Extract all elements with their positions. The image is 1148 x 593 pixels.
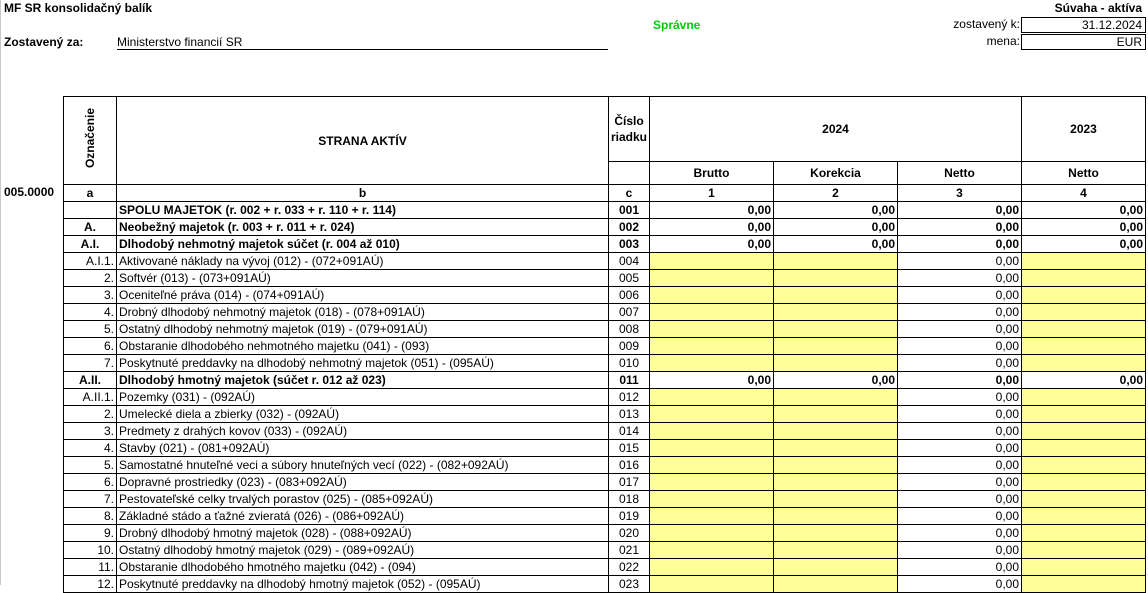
netto-cell: 0,00 bbox=[898, 389, 1022, 406]
table-row bbox=[64, 525, 1146, 542]
brutto-cell[interactable] bbox=[650, 287, 774, 304]
brutto-cell: 0,00 bbox=[650, 372, 774, 389]
row-number: 017 bbox=[609, 474, 650, 491]
table-row bbox=[64, 440, 1146, 457]
brutto-cell[interactable] bbox=[650, 491, 774, 508]
row-description: Softvér (013) - (073+091AÚ) bbox=[117, 270, 609, 287]
brutto-cell[interactable] bbox=[650, 270, 774, 287]
row-description: Pestovateľské celky trvalých porastov (025) - (085+092AÚ) bbox=[117, 491, 609, 508]
table-row bbox=[64, 406, 1146, 423]
row-number: 020 bbox=[609, 525, 650, 542]
row-number: 013 bbox=[609, 406, 650, 423]
row-number: 004 bbox=[609, 253, 650, 270]
col-netto: Netto bbox=[898, 162, 1022, 185]
row-designation: 6. bbox=[64, 338, 117, 355]
row-number: 008 bbox=[609, 321, 650, 338]
table-row bbox=[64, 236, 1146, 253]
balance-sheet-table bbox=[63, 96, 1146, 593]
brutto-cell[interactable] bbox=[650, 253, 774, 270]
korekcia-cell[interactable] bbox=[774, 304, 898, 321]
table-row bbox=[64, 321, 1146, 338]
table-row bbox=[64, 491, 1146, 508]
row-number: 015 bbox=[609, 440, 650, 457]
brutto-cell[interactable] bbox=[650, 321, 774, 338]
korekcia-cell[interactable] bbox=[774, 457, 898, 474]
idx-b: b bbox=[117, 185, 609, 202]
brutto-cell[interactable] bbox=[650, 474, 774, 491]
netto-prev-cell: 0,00 bbox=[1022, 202, 1146, 219]
netto-prev-cell[interactable] bbox=[1022, 457, 1146, 474]
col-korekcia: Korekcia bbox=[774, 162, 898, 185]
currency-field[interactable] bbox=[1021, 34, 1146, 50]
netto-cell: 0,00 bbox=[898, 304, 1022, 321]
row-designation: 7. bbox=[64, 491, 117, 508]
row-number: 012 bbox=[609, 389, 650, 406]
col-designation: Označenie bbox=[64, 97, 117, 185]
row-number: 002 bbox=[609, 219, 650, 236]
netto-cell: 0,00 bbox=[898, 440, 1022, 457]
row-designation: A.I. bbox=[64, 236, 117, 253]
table-row bbox=[64, 576, 1146, 593]
row-designation: 2. bbox=[64, 270, 117, 287]
brutto-cell[interactable] bbox=[650, 304, 774, 321]
row-number: 021 bbox=[609, 542, 650, 559]
brutto-cell: 0,00 bbox=[650, 236, 774, 253]
netto-cell: 0,00 bbox=[898, 542, 1022, 559]
netto-cell: 0,00 bbox=[898, 202, 1022, 219]
row-number: 016 bbox=[609, 457, 650, 474]
brutto-cell[interactable] bbox=[650, 542, 774, 559]
netto-cell: 0,00 bbox=[898, 287, 1022, 304]
netto-prev-cell[interactable] bbox=[1022, 440, 1146, 457]
korekcia-cell[interactable] bbox=[774, 491, 898, 508]
row-designation: 12. bbox=[64, 576, 117, 593]
row-description: Základné stádo a ťažné zvieratá (026) - (086+092AÚ) bbox=[117, 508, 609, 525]
sheet-left-border bbox=[0, 0, 1, 585]
row-description: Ostatný dlhodobý nehmotný majetok (019) - (079+091AÚ) bbox=[117, 321, 609, 338]
validation-status: Správne bbox=[653, 18, 701, 32]
netto-cell: 0,00 bbox=[898, 355, 1022, 372]
row-description: Dopravné prostriedky (023) - (083+092AÚ) bbox=[117, 474, 609, 491]
netto-cell: 0,00 bbox=[898, 338, 1022, 355]
netto-prev-cell: 0,00 bbox=[1022, 219, 1146, 236]
compiled-at-label: zostavený k: bbox=[953, 17, 1020, 31]
row-description: Drobný dlhodobý nehmotný majetok (018) - (078+091AÚ) bbox=[117, 304, 609, 321]
idx-4: 4 bbox=[1022, 185, 1146, 202]
netto-prev-cell[interactable] bbox=[1022, 355, 1146, 372]
table-row bbox=[64, 423, 1146, 440]
idx-3: 3 bbox=[898, 185, 1022, 202]
netto-cell: 0,00 bbox=[898, 525, 1022, 542]
row-number: 014 bbox=[609, 423, 650, 440]
korekcia-cell[interactable] bbox=[774, 270, 898, 287]
row-designation: A. bbox=[64, 219, 117, 236]
row-description: Poskytnuté preddavky na dlhodobý nehmotný majetok (051) - (095AÚ) bbox=[117, 355, 609, 372]
table-row bbox=[64, 338, 1146, 355]
idx-a: a bbox=[64, 185, 117, 202]
row-description: Obstaranie dlhodobého hmotného majetku (042) - (094) bbox=[117, 559, 609, 576]
netto-prev-cell[interactable] bbox=[1022, 559, 1146, 576]
row-description: Umelecké diela a zbierky (032) - (092AÚ) bbox=[117, 406, 609, 423]
row-designation: 10. bbox=[64, 542, 117, 559]
korekcia-cell[interactable] bbox=[774, 559, 898, 576]
table-row bbox=[64, 474, 1146, 491]
korekcia-cell[interactable] bbox=[774, 440, 898, 457]
netto-cell: 0,00 bbox=[898, 423, 1022, 440]
row-designation: 6. bbox=[64, 474, 117, 491]
col-netto-prev: Netto bbox=[1022, 162, 1146, 185]
row-designation: 11. bbox=[64, 559, 117, 576]
row-designation bbox=[64, 202, 117, 219]
netto-prev-cell[interactable] bbox=[1022, 508, 1146, 525]
korekcia-cell: 0,00 bbox=[774, 202, 898, 219]
netto-cell: 0,00 bbox=[898, 406, 1022, 423]
netto-prev-cell[interactable] bbox=[1022, 338, 1146, 355]
table-row bbox=[64, 389, 1146, 406]
row-description: Stavby (021) - (081+092AÚ) bbox=[117, 440, 609, 457]
table-row bbox=[64, 253, 1146, 270]
korekcia-cell: 0,00 bbox=[774, 372, 898, 389]
col-row-no-cont bbox=[609, 162, 650, 185]
compiled-for-field[interactable] bbox=[117, 35, 608, 50]
row-designation: 3. bbox=[64, 287, 117, 304]
netto-prev-cell[interactable] bbox=[1022, 270, 1146, 287]
netto-prev-cell[interactable] bbox=[1022, 474, 1146, 491]
row-description: Oceniteľné práva (014) - (074+091AÚ) bbox=[117, 287, 609, 304]
col-brutto: Brutto bbox=[650, 162, 774, 185]
korekcia-cell[interactable] bbox=[774, 321, 898, 338]
report-title: Súvaha - aktíva bbox=[1054, 1, 1142, 15]
brutto-cell[interactable] bbox=[650, 559, 774, 576]
netto-prev-cell[interactable] bbox=[1022, 491, 1146, 508]
korekcia-cell[interactable] bbox=[774, 287, 898, 304]
row-designation: 2. bbox=[64, 406, 117, 423]
row-description: Pozemky (031) - (092AÚ) bbox=[117, 389, 609, 406]
table-row bbox=[64, 508, 1146, 525]
compiled-at-value: 31.12.2024 bbox=[1081, 18, 1142, 32]
netto-cell: 0,00 bbox=[898, 491, 1022, 508]
row-description: Dlhodobý nehmotný majetok súčet (r. 004 až 010) bbox=[117, 236, 609, 253]
netto-prev-cell[interactable] bbox=[1022, 525, 1146, 542]
row-designation: A.II. bbox=[64, 372, 117, 389]
korekcia-cell[interactable] bbox=[774, 542, 898, 559]
korekcia-cell[interactable] bbox=[774, 525, 898, 542]
table-row bbox=[64, 287, 1146, 304]
table-row bbox=[64, 355, 1146, 372]
row-description: Dlhodobý hmotný majetok (súčet r. 012 až 023) bbox=[117, 372, 609, 389]
col-row-no: Číslo riadku bbox=[609, 97, 650, 162]
row-designation: 9. bbox=[64, 525, 117, 542]
compiled-for-label: Zostavený za: bbox=[4, 35, 84, 49]
table-row bbox=[64, 202, 1146, 219]
netto-cell: 0,00 bbox=[898, 270, 1022, 287]
row-designation: 5. bbox=[64, 321, 117, 338]
brutto-cell[interactable] bbox=[650, 440, 774, 457]
row-designation: 4. bbox=[64, 440, 117, 457]
brutto-cell[interactable] bbox=[650, 338, 774, 355]
row-designation: 8. bbox=[64, 508, 117, 525]
netto-cell: 0,00 bbox=[898, 236, 1022, 253]
row-description: Aktivované náklady na vývoj (012) - (072+091AÚ) bbox=[117, 253, 609, 270]
netto-cell: 0,00 bbox=[898, 372, 1022, 389]
brutto-cell[interactable] bbox=[650, 423, 774, 440]
row-number: 010 bbox=[609, 355, 650, 372]
korekcia-cell: 0,00 bbox=[774, 219, 898, 236]
table-row bbox=[64, 304, 1146, 321]
korekcia-cell[interactable] bbox=[774, 389, 898, 406]
brutto-cell[interactable] bbox=[650, 457, 774, 474]
brutto-cell[interactable] bbox=[650, 355, 774, 372]
row-description: Drobný dlhodobý hmotný majetok (028) - (088+092AÚ) bbox=[117, 525, 609, 542]
korekcia-cell[interactable] bbox=[774, 406, 898, 423]
netto-cell: 0,00 bbox=[898, 321, 1022, 338]
korekcia-cell[interactable] bbox=[774, 474, 898, 491]
row-description: Ostatný dlhodobý hmotný majetok (029) - (089+092AÚ) bbox=[117, 542, 609, 559]
currency-label: mena: bbox=[986, 34, 1020, 48]
row-designation: A.II.1. bbox=[64, 389, 117, 406]
side-code: 005.0000 bbox=[4, 185, 55, 199]
row-number: 003 bbox=[609, 236, 650, 253]
row-number: 001 bbox=[609, 202, 650, 219]
row-description: Obstaranie dlhodobého nehmotného majetku (041) - (093) bbox=[117, 338, 609, 355]
korekcia-cell[interactable] bbox=[774, 508, 898, 525]
netto-cell: 0,00 bbox=[898, 253, 1022, 270]
netto-cell: 0,00 bbox=[898, 508, 1022, 525]
row-number: 011 bbox=[609, 372, 650, 389]
korekcia-cell: 0,00 bbox=[774, 236, 898, 253]
korekcia-cell[interactable] bbox=[774, 253, 898, 270]
brutto-cell[interactable] bbox=[650, 525, 774, 542]
brutto-cell[interactable] bbox=[650, 508, 774, 525]
netto-prev-cell[interactable] bbox=[1022, 321, 1146, 338]
row-number: 005 bbox=[609, 270, 650, 287]
netto-cell: 0,00 bbox=[898, 474, 1022, 491]
row-number: 006 bbox=[609, 287, 650, 304]
netto-prev-cell[interactable] bbox=[1022, 253, 1146, 270]
netto-prev-cell[interactable] bbox=[1022, 576, 1146, 593]
row-designation: 7. bbox=[64, 355, 117, 372]
app-title: MF SR konsolidačný balík bbox=[4, 1, 153, 15]
netto-prev-cell[interactable] bbox=[1022, 542, 1146, 559]
year-current: 2024 bbox=[650, 97, 1022, 162]
row-designation: A.I.1. bbox=[64, 253, 117, 270]
row-number: 018 bbox=[609, 491, 650, 508]
row-number: 007 bbox=[609, 304, 650, 321]
row-description: Samostatné hnuteľné veci a súbory hnuteľných vecí (022) - (082+092AÚ) bbox=[117, 457, 609, 474]
korekcia-cell[interactable] bbox=[774, 423, 898, 440]
currency-value: EUR bbox=[1116, 35, 1142, 49]
year-prev: 2023 bbox=[1022, 97, 1146, 162]
idx-1: 1 bbox=[650, 185, 774, 202]
row-designation: 3. bbox=[64, 423, 117, 440]
netto-prev-cell[interactable] bbox=[1022, 304, 1146, 321]
netto-cell: 0,00 bbox=[898, 457, 1022, 474]
row-number: 023 bbox=[609, 576, 650, 593]
netto-cell: 0,00 bbox=[898, 576, 1022, 593]
brutto-cell: 0,00 bbox=[650, 202, 774, 219]
row-description: SPOLU MAJETOK (r. 002 + r. 033 + r. 110 + r. 114) bbox=[117, 202, 609, 219]
row-description: Poskytnuté preddavky na dlhodobý hmotný majetok (052) - (095AÚ) bbox=[117, 576, 609, 593]
korekcia-cell[interactable] bbox=[774, 338, 898, 355]
table-row bbox=[64, 372, 1146, 389]
row-number: 019 bbox=[609, 508, 650, 525]
compiled-for-value: Ministerstvo financií SR bbox=[117, 35, 243, 49]
netto-cell: 0,00 bbox=[898, 219, 1022, 236]
col-side: STRANA AKTÍV bbox=[117, 97, 609, 185]
table-row bbox=[64, 270, 1146, 287]
brutto-cell[interactable] bbox=[650, 389, 774, 406]
netto-prev-cell: 0,00 bbox=[1022, 372, 1146, 389]
netto-prev-cell[interactable] bbox=[1022, 389, 1146, 406]
korekcia-cell[interactable] bbox=[774, 355, 898, 372]
row-description: Predmety z drahých kovov (033) - (092AÚ) bbox=[117, 423, 609, 440]
row-number: 009 bbox=[609, 338, 650, 355]
netto-prev-cell[interactable] bbox=[1022, 406, 1146, 423]
table-row bbox=[64, 219, 1146, 236]
korekcia-cell[interactable] bbox=[774, 576, 898, 593]
table-row bbox=[64, 457, 1146, 474]
idx-c: c bbox=[609, 185, 650, 202]
row-description: Neobežný majetok (r. 003 + r. 011 + r. 024) bbox=[117, 219, 609, 236]
row-designation: 4. bbox=[64, 304, 117, 321]
netto-prev-cell[interactable] bbox=[1022, 287, 1146, 304]
row-designation: 5. bbox=[64, 457, 117, 474]
brutto-cell[interactable] bbox=[650, 406, 774, 423]
brutto-cell: 0,00 bbox=[650, 219, 774, 236]
netto-prev-cell[interactable] bbox=[1022, 423, 1146, 440]
netto-cell: 0,00 bbox=[898, 559, 1022, 576]
brutto-cell[interactable] bbox=[650, 576, 774, 593]
compiled-at-field[interactable] bbox=[1021, 17, 1146, 33]
table-row bbox=[64, 542, 1146, 559]
table-row bbox=[64, 559, 1146, 576]
netto-prev-cell: 0,00 bbox=[1022, 236, 1146, 253]
row-number: 022 bbox=[609, 559, 650, 576]
idx-2: 2 bbox=[774, 185, 898, 202]
